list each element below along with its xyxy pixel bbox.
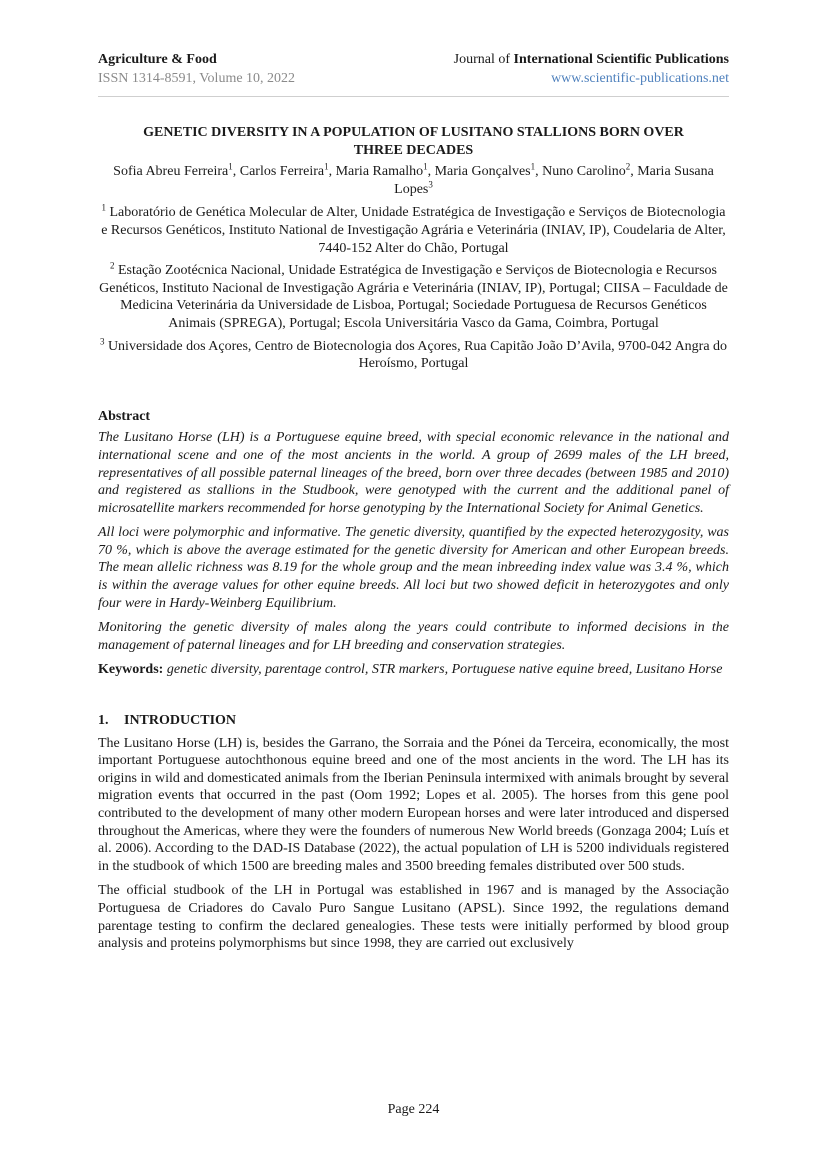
affiliation bbox=[98, 335, 729, 373]
author-affiliation-mark: 1 bbox=[530, 161, 536, 172]
journal-name: International Scientific Publications bbox=[513, 52, 729, 67]
author-affiliation-mark: 2 bbox=[625, 161, 631, 172]
affiliation bbox=[98, 204, 729, 257]
author: Sofia Abreu Ferreira bbox=[113, 164, 229, 180]
author-affiliation-mark: 3 bbox=[428, 179, 433, 190]
section-title: INTRODUCTION bbox=[124, 713, 237, 729]
author: Nuno Carolino bbox=[542, 164, 626, 180]
keywords bbox=[98, 661, 729, 679]
body-paragraph: The official studbook of the LH in Portugal was established in 1967 and is managed by the Associação Portuguesa de Criadores do Cavalo Puro Sangue Lusitano (APSL). Since 1992, the regulations demand parentage testing to confirm the declared genealogies. These tests were initially performed by blood group analysis and proteins polymorphisms but since 1998, they are carried out exclusively bbox=[98, 883, 729, 952]
page-number: Page 224 bbox=[387, 1102, 440, 1117]
journal-section: Agriculture & Food bbox=[98, 52, 217, 67]
introduction-heading bbox=[98, 712, 729, 730]
affiliation-text: Laboratório de Genética Molecular de Alter, Unidade Estratégica de Investigação e Serviços de Biotecnologia e Recursos Genéticos, Instituto National de Investigação Agrária e Veterinária (INIAV, IP), Coudelaria de Alter, 7440-152 Alter do Chão, Portugal bbox=[101, 205, 726, 256]
section-number: 1. bbox=[98, 713, 109, 729]
journal-prefix: Journal of bbox=[453, 52, 514, 67]
affiliation-mark: 1 bbox=[101, 202, 106, 213]
title-line-1: GENETIC DIVERSITY IN A POPULATION OF LUSITANO STALLIONS BORN OVER bbox=[143, 125, 684, 140]
affiliation bbox=[98, 262, 729, 332]
affiliation-mark: 3 bbox=[99, 335, 105, 346]
issn-volume: ISSN 1314-8591, Volume 10, 2022 bbox=[98, 71, 296, 86]
abstract-paragraph: All loci were polymorphic and informative. The genetic diversity, quantified by the expected heterozygosity, was 70 %, which is above the average estimated for the genetic diversity for American and other European breeds. The mean allelic richness was 8.19 for the whole group and the mean inbreeding index value was 3.4 %, which is within the average values for other equine breeds. All loci but two showed deficit in heterozygotes and only four were in Hardy-Weinberg Equilibrium. bbox=[98, 525, 729, 611]
keywords-label: Keywords: bbox=[98, 662, 164, 678]
abstract-paragraph: Monitoring the genetic diversity of males along the years could contribute to informed decisions in the management of paternal lineages and for LH breeding and conservation strategies. bbox=[98, 620, 729, 653]
author: Maria Susana Lopes bbox=[394, 164, 714, 197]
affiliation-mark: 2 bbox=[109, 260, 115, 271]
page-header bbox=[98, 50, 729, 94]
header-right bbox=[454, 50, 729, 88]
journal-website-link[interactable]: www.scientific-publications.net bbox=[551, 71, 729, 86]
body-paragraph: The Lusitano Horse (LH) is, besides the Garrano, the Sorraia and the Pónei da Terceira, economically, the most important Portuguese autochthonous equine breed and one of the most ancients in the word. The LH has its origins in wild and domesticated animals from the Iberian Peninsula intermixed with animals brought by several migration events that occurred in the past (Oom 1992; Lopes et al. 2005). The horses from this gene pool contributed to the development of many other modern European horses and were later introduced and dispersed throughout the Americas, where they were the founders of numerous New World breeds (Gonzaga 2004; Luís et al. 2006). According to the DAD-IS Database (2022), the actual population of LH is 5200 individuals registered in the studbook of which 1500 are breeding males and 3500 breeding females distributed over 500 studs. bbox=[98, 735, 729, 874]
introduction-body bbox=[98, 735, 729, 953]
author-list: Sofia Abreu Ferreira$^1$, Carlos Ferreira$^1$, Maria Ramalho$^1$, Maria Gonçalves$^1$, Nuno Carolino$^2$, Maria Susana Lopes$^3$ bbox=[113, 161, 714, 197]
abstract-paragraph: The Lusitano Horse (LH) is a Portuguese equine breed, with special economic relevance in the national and international scene and one of the most ancients in the world. A group of 2699 males of the LH breed, representatives of all possible paternal lineages of the breed, born over three decades (between 1985 and 2010) and registered as stallions in the Studbook, were genotyped with the current and the additional panel of microsatellite markers recommended for horse genotyping by the International Society for Animal Genetics. bbox=[98, 430, 729, 516]
abstract-section bbox=[98, 408, 729, 655]
header-left bbox=[98, 50, 295, 88]
author-affiliation-mark: 1 bbox=[324, 161, 329, 172]
author-affiliation-mark: 1 bbox=[423, 161, 428, 172]
title-line-2: THREE DECADES bbox=[353, 142, 474, 158]
author: Carlos Ferreira bbox=[239, 164, 325, 180]
keywords-list: genetic diversity, parentage control, STR markers, Portuguese native equine breed, Lusitano Horse bbox=[166, 662, 723, 678]
author-affiliation-mark: 1 bbox=[228, 161, 233, 172]
author: Maria Gonçalves bbox=[434, 164, 531, 180]
affiliation-text: Estação Zootécnica Nacional, Unidade Estratégica de Investigação e Serviços de Biotecnologia e Recursos Genéticos, Instituto Nacional de Investigação Agrária e Veterinária (INIAV, IP), Portugal; CIISA – Faculdade de Medicina Veterinária da Universidade de Lisboa, Portugal; Sociedade Portuguesa de Recursos Genéticos Animais (SPREGA), Portugal; Escola Universitária Vasco da Gama, Coimbra, Portugal bbox=[99, 263, 728, 331]
author: Maria Ramalho bbox=[335, 164, 424, 180]
affiliation-text: Universidade dos Açores, Centro de Biotecnologia dos Açores, Rua Capitão João D’Avila, 9700-042 Angra do Heroísmo, Portugal bbox=[107, 338, 728, 372]
header-divider bbox=[98, 96, 729, 97]
article-title bbox=[98, 124, 729, 159]
page-content bbox=[98, 124, 729, 960]
abstract-heading: Abstract bbox=[98, 408, 151, 424]
